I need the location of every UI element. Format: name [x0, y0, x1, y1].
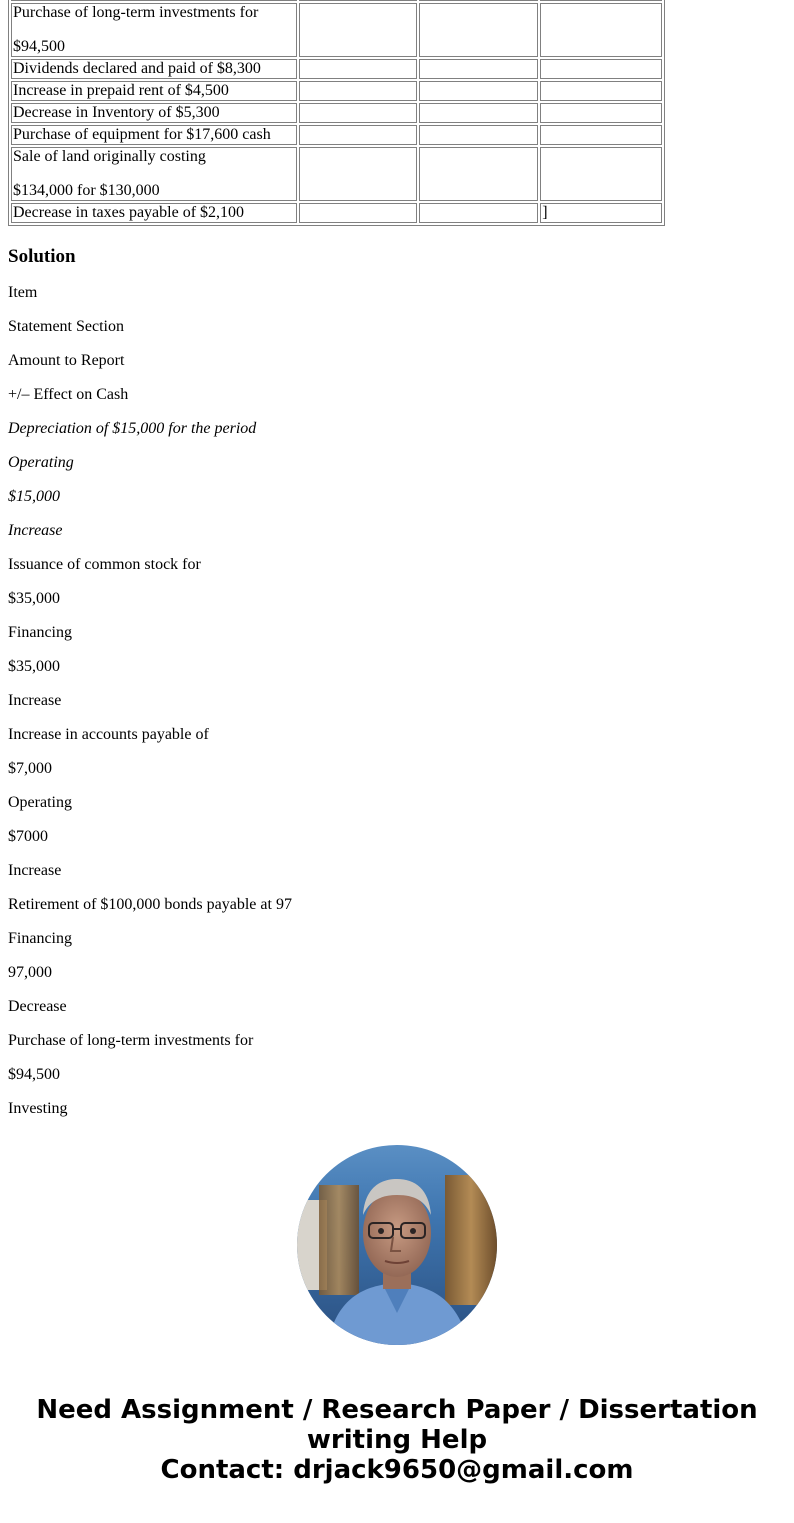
statement-section-cell[interactable]	[299, 81, 418, 101]
item-cell	[11, 59, 297, 79]
solution-line: Issuance of common stock for	[8, 556, 201, 573]
solution-line: +/– Effect on Cash	[8, 386, 129, 403]
effect-on-cash-cell[interactable]: ]	[540, 203, 662, 223]
solution-line: Increase	[8, 862, 62, 879]
table-row	[11, 59, 662, 79]
item-text: Purchase of equipment for $17,600 cash	[13, 126, 271, 143]
solution-heading: Solution	[8, 246, 76, 267]
solution-line: Statement Section	[8, 318, 124, 335]
amount-cell[interactable]	[419, 203, 538, 223]
solution-line: $7000	[8, 828, 48, 845]
table-row	[11, 81, 662, 101]
solution-line: Increase	[8, 522, 63, 539]
effect-on-cash-cell[interactable]	[540, 103, 662, 123]
author-photo-image	[297, 1145, 497, 1345]
cash-flow-question-table	[8, 0, 665, 226]
solution-line: Amount to Report	[8, 352, 125, 369]
item-text: Dividends declared and paid of $8,300	[13, 60, 261, 77]
item-cell	[11, 103, 297, 123]
solution-line: $35,000	[8, 658, 60, 675]
promo-line-2: writing Help	[306, 1425, 488, 1455]
statement-section-cell[interactable]	[299, 203, 418, 223]
amount-cell[interactable]	[419, 81, 538, 101]
statement-section-cell[interactable]	[299, 103, 418, 123]
question-table-body	[11, 0, 662, 223]
solution-line: Retirement of $100,000 bonds payable at 97	[8, 896, 292, 913]
item-cell	[11, 3, 297, 57]
solution-line: $35,000	[8, 590, 60, 607]
promo-line-1: Need Assignment / Research Paper / Dissertation	[36, 1395, 758, 1425]
effect-on-cash-cell[interactable]	[540, 125, 662, 145]
effect-on-cash-cell[interactable]	[540, 3, 662, 57]
solution-line: Operating	[8, 794, 72, 811]
solution-line: Increase	[8, 692, 62, 709]
author-avatar	[297, 1145, 497, 1345]
solution-line: Increase in accounts payable of	[8, 726, 209, 743]
amount-cell[interactable]	[419, 125, 538, 145]
item-text: Increase in prepaid rent of $4,500	[13, 82, 229, 99]
item-text: Sale of land originally costing	[13, 148, 206, 165]
item-cell	[11, 147, 297, 201]
promo-contact: Contact: drjack9650@gmail.com	[160, 1455, 634, 1485]
item-text: $94,500	[13, 38, 65, 55]
statement-section-cell[interactable]	[299, 59, 418, 79]
solution-line: Decrease	[8, 998, 67, 1015]
table-row	[11, 125, 662, 145]
statement-section-cell[interactable]	[299, 125, 418, 145]
solution-line: Item	[8, 284, 38, 301]
solution-line: Investing	[8, 1100, 68, 1117]
solution-line: Operating	[8, 454, 74, 471]
amount-cell[interactable]	[419, 59, 538, 79]
item-text: Decrease in Inventory of $5,300	[13, 104, 220, 121]
solution-list	[8, 284, 786, 1118]
solution-line: Purchase of long-term investments for	[8, 1032, 254, 1049]
solution-line: $15,000	[8, 488, 60, 505]
item-text: $134,000 for $130,000	[13, 182, 160, 199]
amount-cell[interactable]	[419, 3, 538, 57]
table-row	[11, 203, 662, 223]
table-row-partial	[11, 0, 662, 1]
amount-cell[interactable]	[419, 103, 538, 123]
table-row	[11, 103, 662, 123]
solution-line: 97,000	[8, 964, 52, 981]
solution-line: $94,500	[8, 1066, 60, 1083]
item-cell	[11, 125, 297, 145]
table-row	[11, 147, 662, 201]
table-row	[11, 3, 662, 57]
statement-section-cell[interactable]	[299, 147, 418, 201]
solution-line: $7,000	[8, 760, 52, 777]
statement-section-cell[interactable]	[299, 3, 418, 57]
item-cell	[11, 81, 297, 101]
effect-on-cash-cell[interactable]	[540, 81, 662, 101]
amount-cell[interactable]	[419, 147, 538, 201]
item-text: Purchase of long-term investments for	[13, 4, 259, 21]
item-text: Decrease in taxes payable of $2,100	[13, 204, 245, 221]
solution-line: Financing	[8, 930, 72, 947]
effect-on-cash-cell[interactable]	[540, 59, 662, 79]
item-cell	[11, 203, 297, 223]
effect-on-cash-cell[interactable]	[540, 147, 662, 201]
promo-banner	[0, 1395, 794, 1485]
solution-line: Financing	[8, 624, 72, 641]
solution-line: Depreciation of $15,000 for the period	[8, 420, 257, 437]
